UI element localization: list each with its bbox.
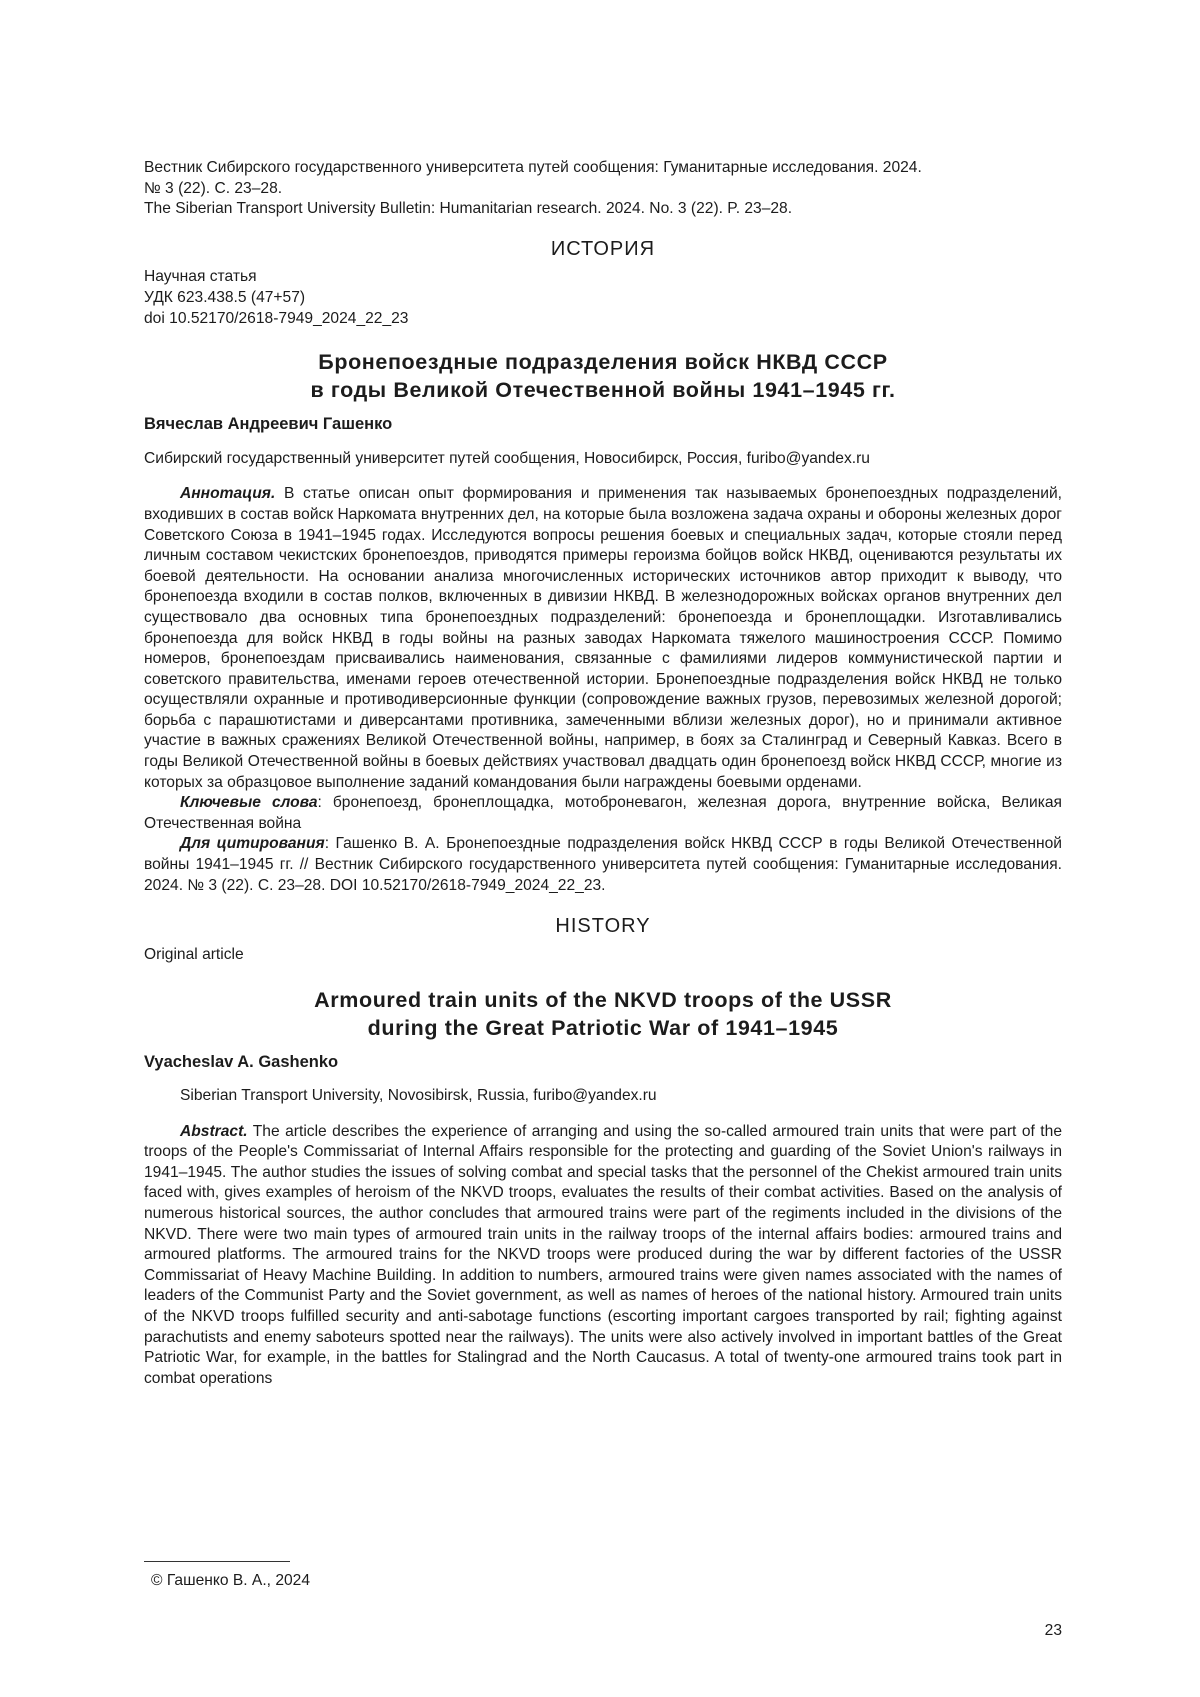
- page: [0, 0, 1200, 1697]
- keywords-text-ru: : бронепоезд, бронеплощадка, мотоброневагон, железная дорога, внутренние войска, Великая Отечественная война: [144, 794, 1062, 832]
- author-ru: Вячеслав Андреевич Гашенко: [144, 414, 1062, 435]
- author-en: Vyacheslav A. Gashenko: [144, 1052, 1062, 1073]
- article-type-ru: Научная статья: [144, 267, 1062, 288]
- page-number: 23: [1045, 1622, 1062, 1640]
- article-title-ru-line2: в годы Великой Отечественной войны 1941–1945 гг.: [144, 376, 1062, 404]
- journal-citation-ru-line2: № 3 (22). С. 23–28.: [144, 180, 282, 197]
- abstract-ru: [144, 484, 1062, 793]
- citation-text-ru: : Гашенко В. А. Бронепоездные подразделения войск НКВД СССР в годы Великой Отечественной войны 1941–1945 гг. // Вестник Сибирского государственного университета путей сообщения: Гуманитарные исследования. 2024. № 3 (22). С. 23–28. DOI 10.52170/2618-7949_2024_22_23.: [144, 835, 1062, 893]
- affiliation-ru: Сибирский государственный университет путей сообщения, Новосибирск, Россия, furibo@yandex.ru: [144, 449, 1062, 470]
- article-meta-ru: [144, 267, 1062, 329]
- article-title-en-line1: Armoured train units of the NKVD troops of the USSR: [144, 986, 1062, 1014]
- journal-citation-en: The Siberian Transport University Bulletin: Humanitarian research. 2024. No. 3 (22). P. 23–28.: [144, 199, 1062, 220]
- copyright-footnote: © Гашенко В. А., 2024: [151, 1572, 310, 1590]
- citation-ru: [144, 834, 1062, 896]
- abstract-en: [144, 1122, 1062, 1390]
- main-content: [144, 158, 1062, 1389]
- section-heading-ru: ИСТОРИЯ: [144, 239, 1062, 260]
- section-heading-en: HISTORY: [144, 916, 1062, 937]
- abstract-label-ru: Аннотация.: [180, 485, 275, 502]
- doi-line: doi 10.52170/2618-7949_2024_22_23: [144, 309, 1062, 330]
- article-type-en: Original article: [144, 945, 1062, 966]
- citation-label-ru: Для цитирования: [180, 835, 325, 852]
- article-title-en: [144, 986, 1062, 1042]
- article-title-ru: [144, 348, 1062, 404]
- article-title-en-line2: during the Great Patriotic War of 1941–1945: [144, 1014, 1062, 1042]
- article-title-ru-line1: Бронепоездные подразделения войск НКВД СССР: [144, 348, 1062, 376]
- journal-citation-ru-line1: Вестник Сибирского государственного университета путей сообщения: Гуманитарные исследования. 2024.: [144, 159, 922, 176]
- abstract-label-en: Abstract.: [180, 1123, 248, 1140]
- udc-code: УДК 623.438.5 (47+57): [144, 288, 1062, 309]
- footnote-divider: [144, 1561, 290, 1562]
- abstract-text-en: The article describes the experience of arranging and using the so-called armoured train units that were part of the troops of the People's Commissariat of Internal Affairs responsible for the protecting and guarding of the Soviet Union's railways in 1941–1945. The author studies the issues of solving combat and special tasks that the personnel of the Chekist armoured train units faced with, gives examples of heroism of the NKVD troops, evaluates the results of their combat activities. Based on the analysis of numerous historical sources, the author concludes that armoured trains were part of the regiments included in the divisions of the NKVD. There were two main types of armoured train units in the railway troops of the internal affairs bodies: armoured trains and armoured platforms. The armoured trains for the NKVD troops were produced during the war by different factories of the USSR Commissariat of Heavy Machine Building. In addition to numbers, armoured trains were given names associated with the names of leaders of the Communist Party and the Soviet government, as well as names of heroes of the national history. Armoured train units of the NKVD troops fulfilled security and anti-sabotage functions (escorting important cargoes transported by rail; fighting against parachutists and enemy saboteurs spotted near the railways). The units were also actively involved in important battles of the Great Patriotic War, for example, in the battles for Stalingrad and the North Caucasus. A total of twenty-one armoured trains took part in combat operations: [144, 1123, 1062, 1387]
- affiliation-en: Siberian Transport University, Novosibirsk, Russia, furibo@yandex.ru: [144, 1086, 1062, 1107]
- journal-citation-ru: [144, 158, 1062, 199]
- keywords-ru: [144, 793, 1062, 834]
- keywords-label-ru: Ключевые слова: [180, 794, 318, 811]
- abstract-text-ru: В статье описан опыт формирования и применения так называемых бронепоездных подразделений, входивших в состав войск Наркомата внутренних дел, на которые была возложена задача охраны и обороны железных дорог Советского Союза в 1941–1945 годах. Исследуются вопросы решения боевых и специальных задач, которые стояли перед личным составом чекистских бронепоездов, приводятся примеры героизма бойцов войск НКВД, оцениваются результаты их боевой деятельности. На основании анализа многочисленных исторических источников автор приходит к выводу, что бронепоезда входили в состав полков, включенных в дивизии НКВД. В железнодорожных войсках органов внутренних дел существовало два основных типа бронепоездных подразделений: бронепоезда и бронеплощадки. Изготавливались бронепоезда для войск НКВД в годы войны на разных заводах Наркомата тяжелого машиностроения СССР. Помимо номеров, бронепоездам присваивались наименования, связанные с фамилиями лидеров коммунистической партии и советского правительства, именами героев отечественной истории. Бронепоездные подразделения войск НКВД не только осуществляли охранные и противодиверсионные функции (сопровождение важных грузов, перевозимых железной дорогой; борьба с парашютистами и диверсантами противника, замеченными вблизи железных дорог), но и принимали активное участие в важных сражениях Великой Отечественной войны, например, в боях за Сталинград и Северный Кавказ. Всего в годы Великой Отечественной войны в боевых действиях участвовал двадцать один бронепоезд войск НКВД СССР, многие из которых за образцовое выполнение заданий командования были награждены боевыми орденами.: [144, 485, 1062, 790]
